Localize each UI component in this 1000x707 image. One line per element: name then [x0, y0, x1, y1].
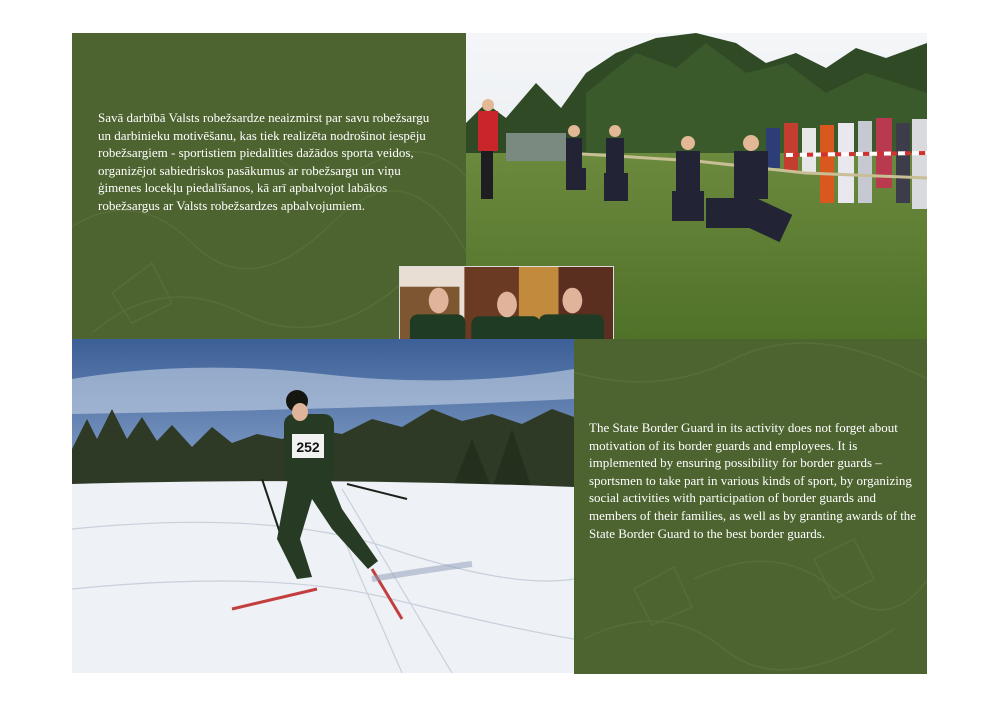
english-text-panel: [574, 339, 927, 674]
cross-country-skier-photo: [72, 339, 574, 673]
english-paragraph: The State Border Guard in its activity does not forget about motivation of its border guards and employees. It is implemented by ensuring possibility for border guards – sportsmen to take part in various kinds of sport, by organizing social activities with participation of border guards and members of their families, as well as by granting awards of the State Border Guard to the best border guards.: [589, 420, 917, 541]
latvian-paragraph: Savā darbībā Valsts robežsardze neaizmirst par savu robežsargu un darbinieku motivēšanu, kas tiek realizēta nodrošinot iespēju robežsargiem - sportistiem piedalīties dažādos sporta veidos, organizējot sabiedriskos pasākumus ar robežsargu un viņu ģimenes locekļu piedalīšanos, kā arī apbalvojot labākos robežsargus ar Valsts robežsardzes apbalvojumiem.: [98, 110, 430, 213]
skier-bib-number: 252: [296, 439, 320, 455]
